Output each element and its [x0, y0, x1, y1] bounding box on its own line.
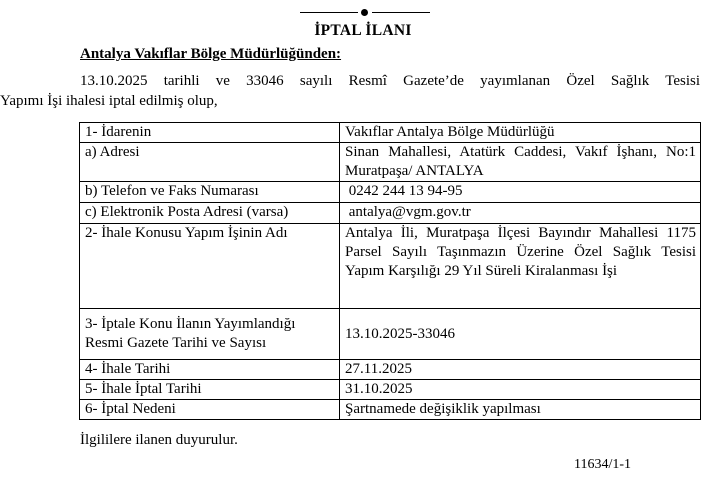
intro-line-2: Yapımı İşi ihalesi iptal edilmiş olup, [0, 93, 218, 109]
table-row [80, 400, 701, 420]
row-key: 5- İhale İptal Tarihi [80, 380, 340, 400]
table-row [80, 224, 701, 309]
table-row [80, 182, 701, 203]
row-key: 2- İhale Konusu Yapım İşinin Adı [80, 224, 340, 309]
row-value: Vakıflar Antalya Bölge Müdürlüğü [340, 123, 701, 143]
closing-statement: İlgililere ilanen duyurulur. [80, 432, 238, 448]
ornament-dot [361, 9, 368, 16]
row-key: b) Telefon ve Faks Numarası [80, 182, 340, 203]
table-row [80, 360, 701, 380]
table-row [80, 203, 701, 224]
ornament-line-right [372, 12, 430, 13]
row-key: 1- İdarenin [80, 123, 340, 143]
intro-paragraph [0, 71, 700, 111]
row-key: c) Elektronik Posta Adresi (varsa) [80, 203, 340, 224]
row-value: antalya@vgm.gov.tr [340, 203, 701, 224]
notice-details-table [79, 122, 701, 420]
row-value: Sinan Mahallesi, Atatürk Caddesi, Vakıf İşhanı, No:1 Muratpaşa/ ANTALYA [340, 143, 701, 182]
table-row [80, 123, 701, 143]
row-key: 3- İptale Konu İlanın Yayımlandığı Resmi Gazete Tarihi ve Sayısı [80, 309, 340, 360]
intro-line-1: 13.10.2025 tarihli ve 33046 sayılı Resmî Gazete’de yayımlanan Özel Sağlık Tesisi [80, 73, 700, 89]
row-value: Şartnamede değişiklik yapılması [340, 400, 701, 420]
table-row [80, 309, 701, 360]
row-key: a) Adresi [80, 143, 340, 182]
table-row [80, 143, 701, 182]
row-value: 27.11.2025 [340, 360, 701, 380]
row-value: 0242 244 13 94-95 [340, 182, 701, 203]
notice-reference-number: 11634/1-1 [574, 457, 632, 472]
notice-title: İPTAL İLANI [314, 22, 412, 39]
row-key: 6- İptal Nedeni [80, 400, 340, 420]
table-row [80, 380, 701, 400]
row-value: 13.10.2025-33046 [340, 309, 701, 360]
row-key: 4- İhale Tarihi [80, 360, 340, 380]
header-ornament [300, 4, 430, 20]
ornament-line-left [300, 12, 358, 13]
row-value: 31.10.2025 [340, 380, 701, 400]
row-value: Antalya İli, Muratpaşa İlçesi Bayındır Mahallesi 1175 Parsel Sayılı Taşınmazın Üzerine Özel Sağlık Tesisi Yapım Karşılığı 29 Yıl Süreli Kiralanması İşi [340, 224, 701, 309]
issuer-heading: Antalya Vakıflar Bölge Müdürlüğünden: [80, 46, 342, 62]
